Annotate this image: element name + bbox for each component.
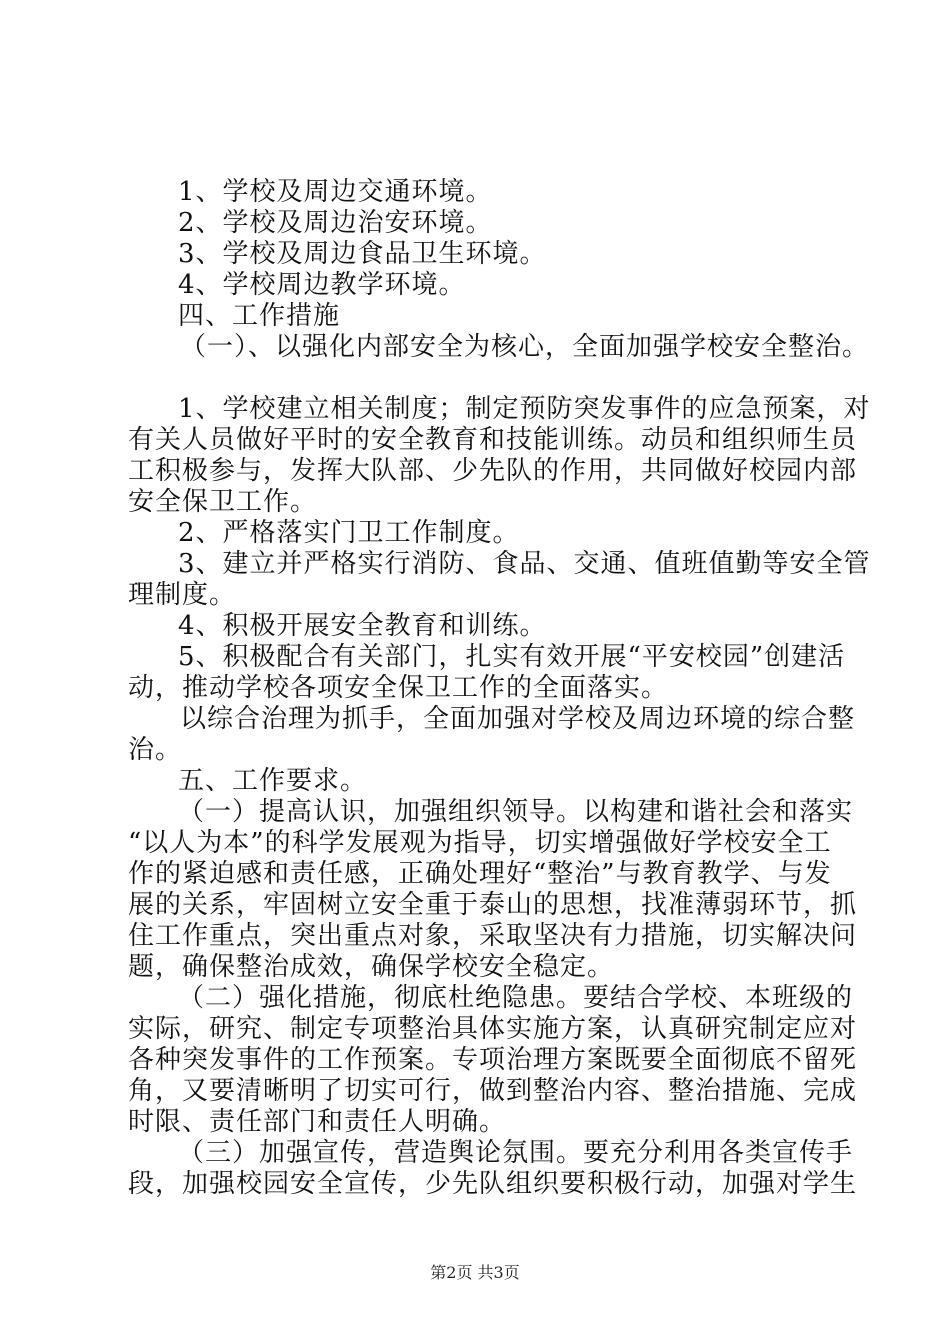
paragraph-line: 实际，研究、制定专项整治具体实施方案，认真研究制定应对 <box>128 1014 858 1044</box>
paragraph-line: 2、严格落实门卫工作制度。 <box>178 518 520 548</box>
page-number-footer: 第2页 共3页 <box>430 1263 520 1282</box>
paragraph-line: 动，推动学校各项安全保卫工作的全面落实。 <box>128 673 669 703</box>
paragraph-line: 理制度。 <box>128 580 237 610</box>
paragraph-line: 展的关系，牢固树立安全重于泰山的思想，找准薄弱环节，抓 <box>128 890 858 920</box>
list-item-traffic: 1、学校及周边交通环境。 <box>178 177 493 207</box>
subsection-heading-1: （一）、以强化内部安全为核心，全面加强学校安全整治。 <box>180 332 870 362</box>
paragraph-line: 时限、责任部门和责任人明确。 <box>128 1107 507 1137</box>
paragraph-line: 以综合治理为抓手，全面加强对学校及周边环境的综合整 <box>180 704 856 734</box>
paragraph-line: 有关人员做好平时的安全教育和技能训练。动员和组织师生员 <box>128 425 858 455</box>
paragraph-line: “以人为本”的科学发展观为指导，切实增强做好学校安全工 <box>128 828 832 858</box>
paragraph-line: 安全保卫工作。 <box>128 487 318 517</box>
paragraph-line: 4、积极开展安全教育和训练。 <box>178 611 547 641</box>
paragraph-line: 1、学校建立相关制度；制定预防突发事件的应急预案，对 <box>178 394 871 424</box>
list-item-food: 3、学校及周边食品卫生环境。 <box>178 239 547 269</box>
list-item-teaching: 4、学校周边教学环境。 <box>178 270 466 300</box>
paragraph-line: 各种突发事件的工作预案。专项治理方案既要全面彻底不留死 <box>128 1045 858 1075</box>
paragraph-line: （三）加强宣传，营造舆论氛围。要充分利用各类宣传手 <box>178 1138 854 1168</box>
paragraph-line: 住工作重点，突出重点对象，采取坚决有力措施，切实解决问 <box>128 921 858 951</box>
paragraph-line: 题，确保整治成效，确保学校安全稳定。 <box>128 952 615 982</box>
paragraph-line: 工积极参与，发挥大队部、少先队的作用，共同做好校园内部 <box>128 456 858 486</box>
list-item-security: 2、学校及周边治安环境。 <box>178 208 493 238</box>
section-heading-requirements: 五、工作要求。 <box>178 766 368 796</box>
paragraph-line: （一）提高认识，加强组织领导。以构建和谐社会和落实 <box>178 797 854 827</box>
section-heading-measures: 四、工作措施 <box>178 301 341 331</box>
paragraph-line: 作的紧迫感和责任感，正确处理好“整治”与教育教学、与发 <box>128 859 832 889</box>
paragraph-line: （二）强化措施，彻底杜绝隐患。要结合学校、本班级的 <box>178 983 854 1013</box>
paragraph-line: 角，又要清晰明了切实可行，做到整治内容、整治措施、完成 <box>128 1076 858 1106</box>
paragraph-line: 5、积极配合有关部门，扎实有效开展“平安校园”创建活 <box>178 642 846 672</box>
paragraph-line: 3、建立并严格实行消防、食品、交通、值班值勤等安全管 <box>178 549 871 579</box>
paragraph-line: 治。 <box>128 735 183 765</box>
paragraph-line: 段，加强校园安全宣传，少先队组织要积极行动，加强对学生 <box>128 1169 858 1199</box>
